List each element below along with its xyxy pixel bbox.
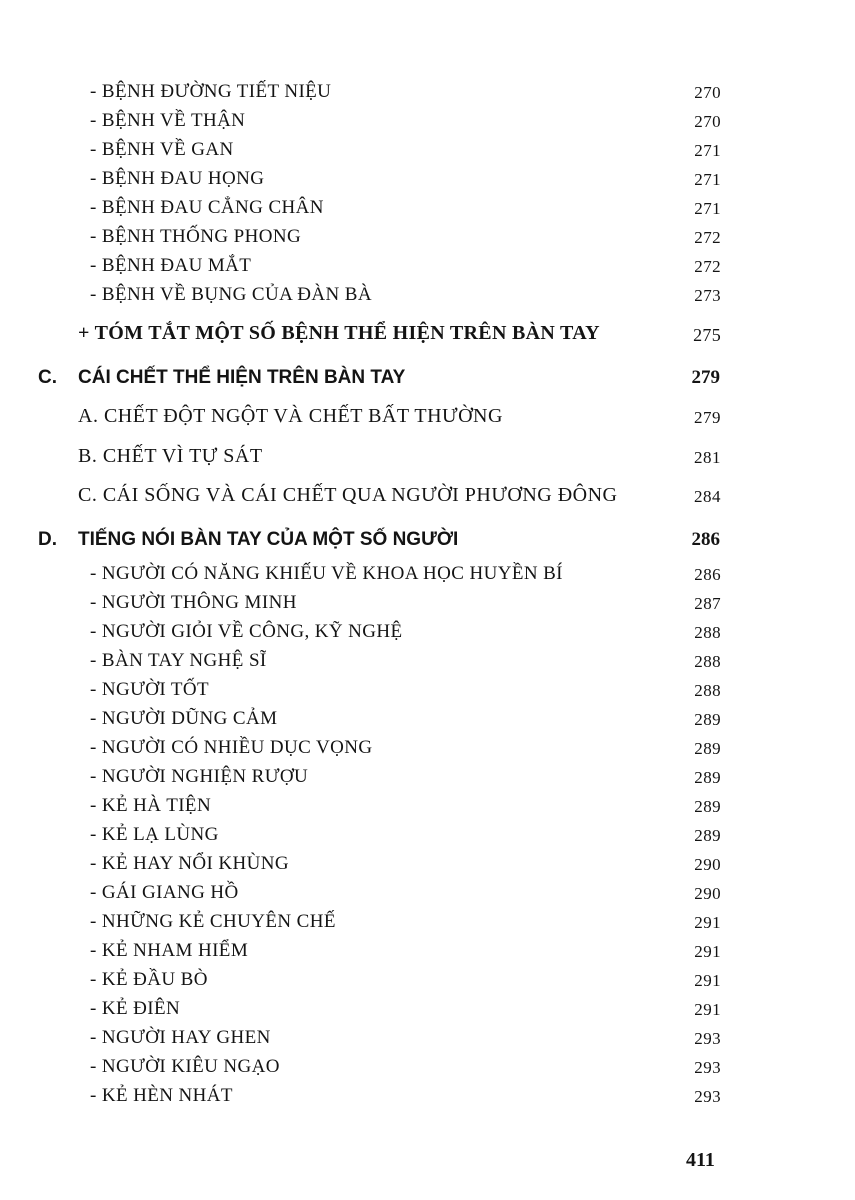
toc-entry-title: - NGƯỜI HAY GHEN <box>90 1027 271 1048</box>
toc-entry <box>90 737 721 765</box>
toc-entry-title: - KẺ ĐẦU BÒ <box>90 969 208 990</box>
toc-entry <box>90 168 721 196</box>
toc-entry <box>90 139 721 167</box>
toc-entry-page: 288 <box>694 652 721 671</box>
toc-entry <box>90 679 721 707</box>
toc-entry-page: 287 <box>694 594 721 613</box>
toc-entry-page: 293 <box>694 1058 721 1077</box>
toc-entry-title: - NGƯỜI CÓ NĂNG KHIẾU VỀ KHOA HỌC HUYỀN BÍ <box>90 563 563 584</box>
toc-entry-page: 289 <box>694 739 721 758</box>
toc-entry-page: 281 <box>694 448 721 467</box>
toc-entry <box>90 824 721 852</box>
toc-subsection <box>78 405 721 433</box>
toc-entry <box>90 911 721 939</box>
toc-entry-title: - BÀN TAY NGHỆ SĨ <box>90 650 267 671</box>
toc-entry-page: 289 <box>694 768 721 787</box>
toc-entry-page: 289 <box>694 797 721 816</box>
section-page: 286 <box>691 529 720 550</box>
toc-entry-page: 288 <box>694 623 721 642</box>
toc-entry <box>90 766 721 794</box>
toc-entry <box>90 853 721 881</box>
toc-entry-page: 275 <box>693 325 721 345</box>
toc-entry-title: - NGƯỜI DŨNG CẢM <box>90 708 278 729</box>
toc-entry-title: - NHỮNG KẺ CHUYÊN CHẾ <box>90 911 336 932</box>
toc-entry-title: - GÁI GIANG HỒ <box>90 882 239 903</box>
toc-entry-page: 286 <box>694 565 721 584</box>
toc-entry-page: 271 <box>694 141 721 160</box>
toc-entry <box>90 81 721 109</box>
toc-entry-title: - BỆNH ĐAU HỌNG <box>90 168 265 189</box>
toc-entry <box>90 110 721 138</box>
toc-entry <box>90 795 721 823</box>
toc-entry-page: 289 <box>694 826 721 845</box>
toc-entry-title: C. CÁI SỐNG VÀ CÁI CHẾT QUA NGƯỜI PHƯƠNG ĐÔNG <box>78 484 618 506</box>
toc-entry <box>90 1027 721 1055</box>
toc-entry <box>90 882 721 910</box>
toc-entry-page: 293 <box>694 1087 721 1106</box>
toc-entry <box>90 284 721 312</box>
toc-entry <box>90 998 721 1026</box>
page-number: 411 <box>686 1149 715 1171</box>
toc-entry-page: 291 <box>694 913 721 932</box>
section-title: CÁI CHẾT THỂ HIỆN TRÊN BÀN TAY <box>78 367 406 388</box>
toc-section-d <box>38 529 720 557</box>
toc-entry <box>90 255 721 283</box>
toc-entry-title: - BỆNH VỀ GAN <box>90 139 234 160</box>
toc-entry-page: 270 <box>694 112 721 131</box>
toc-subsection <box>78 445 721 473</box>
toc-entry-title: - BỆNH THỐNG PHONG <box>90 226 302 247</box>
toc-entry <box>90 592 721 620</box>
toc-entry-title: - NGƯỜI NGHIỆN RƯỢU <box>90 766 309 787</box>
section-label: C. <box>38 367 57 388</box>
toc-entry-page: 289 <box>694 710 721 729</box>
toc-entry-page: 293 <box>694 1029 721 1048</box>
toc-entry-page: 290 <box>694 855 721 874</box>
toc-entry-page: 273 <box>694 286 721 305</box>
toc-entry <box>90 1085 721 1113</box>
section-page: 279 <box>691 367 720 388</box>
toc-entry <box>90 197 721 225</box>
toc-entry-page: 271 <box>694 170 721 189</box>
toc-entry-page: 272 <box>694 228 721 247</box>
toc-entry-page: 291 <box>694 971 721 990</box>
toc-entry-title: + TÓM TẮT MỘT SỐ BỆNH THỂ HIỆN TRÊN BÀN TAY <box>78 322 600 344</box>
toc-entry-title: - NGƯỜI TỐT <box>90 679 210 700</box>
toc-entry-page: 272 <box>694 257 721 276</box>
toc-entry-title: - KẺ HAY NỔI KHÙNG <box>90 853 289 874</box>
toc-entry-title: - KẺ LẠ LÙNG <box>90 824 219 845</box>
toc-entry-title: - BỆNH VỀ BỤNG CỦA ĐÀN BÀ <box>90 284 372 305</box>
toc-entry-title: - BỆNH ĐAU MẮT <box>90 255 252 276</box>
toc-entry-page: 270 <box>694 83 721 102</box>
toc-entry <box>90 621 721 649</box>
toc-entry <box>90 969 721 997</box>
toc-entry-title: - BỆNH VỀ THẬN <box>90 110 246 131</box>
toc-entry-title: - KẺ HÈN NHÁT <box>90 1085 233 1106</box>
toc-entry <box>90 1056 721 1084</box>
toc-summary-entry <box>78 322 721 350</box>
toc-entry-title: - NGƯỜI THÔNG MINH <box>90 592 297 613</box>
toc-entry-title: - NGƯỜI GIỎI VỀ CÔNG, KỸ NGHỆ <box>90 621 403 642</box>
toc-entry <box>90 940 721 968</box>
toc-entry-page: 290 <box>694 884 721 903</box>
toc-entry <box>90 650 721 678</box>
toc-entry <box>90 226 721 254</box>
toc-entry-title: - NGƯỜI CÓ NHIỀU DỤC VỌNG <box>90 737 373 758</box>
toc-entry-title: B. CHẾT VÌ TỰ SÁT <box>78 445 263 467</box>
toc-entry-page: 284 <box>694 487 721 506</box>
toc-entry-title: - KẺ ĐIÊN <box>90 998 181 1019</box>
section-title: TIẾNG NÓI BÀN TAY CỦA MỘT SỐ NGƯỜI <box>78 529 459 550</box>
toc-entry <box>90 563 721 591</box>
toc-entry-page: 279 <box>694 408 721 427</box>
toc-entry-title: A. CHẾT ĐỘT NGỘT VÀ CHẾT BẤT THƯỜNG <box>78 405 503 427</box>
toc-subsection <box>78 484 721 512</box>
toc-section-c <box>38 367 720 395</box>
toc-entry-page: 291 <box>694 1000 721 1019</box>
toc-entry-title: - KẺ NHAM HIỂM <box>90 940 249 961</box>
toc-entry-title: - BỆNH ĐƯỜNG TIẾT NIỆU <box>90 81 332 102</box>
toc-entry-page: 288 <box>694 681 721 700</box>
toc-entry-page: 291 <box>694 942 721 961</box>
toc-entry-title: - KẺ HÀ TIỆN <box>90 795 212 816</box>
section-label: D. <box>38 529 57 550</box>
toc-entry-page: 271 <box>694 199 721 218</box>
toc-entry-title: - NGƯỜI KIÊU NGẠO <box>90 1056 280 1077</box>
toc-entry-title: - BỆNH ĐAU CẲNG CHÂN <box>90 197 324 218</box>
toc-entry <box>90 708 721 736</box>
